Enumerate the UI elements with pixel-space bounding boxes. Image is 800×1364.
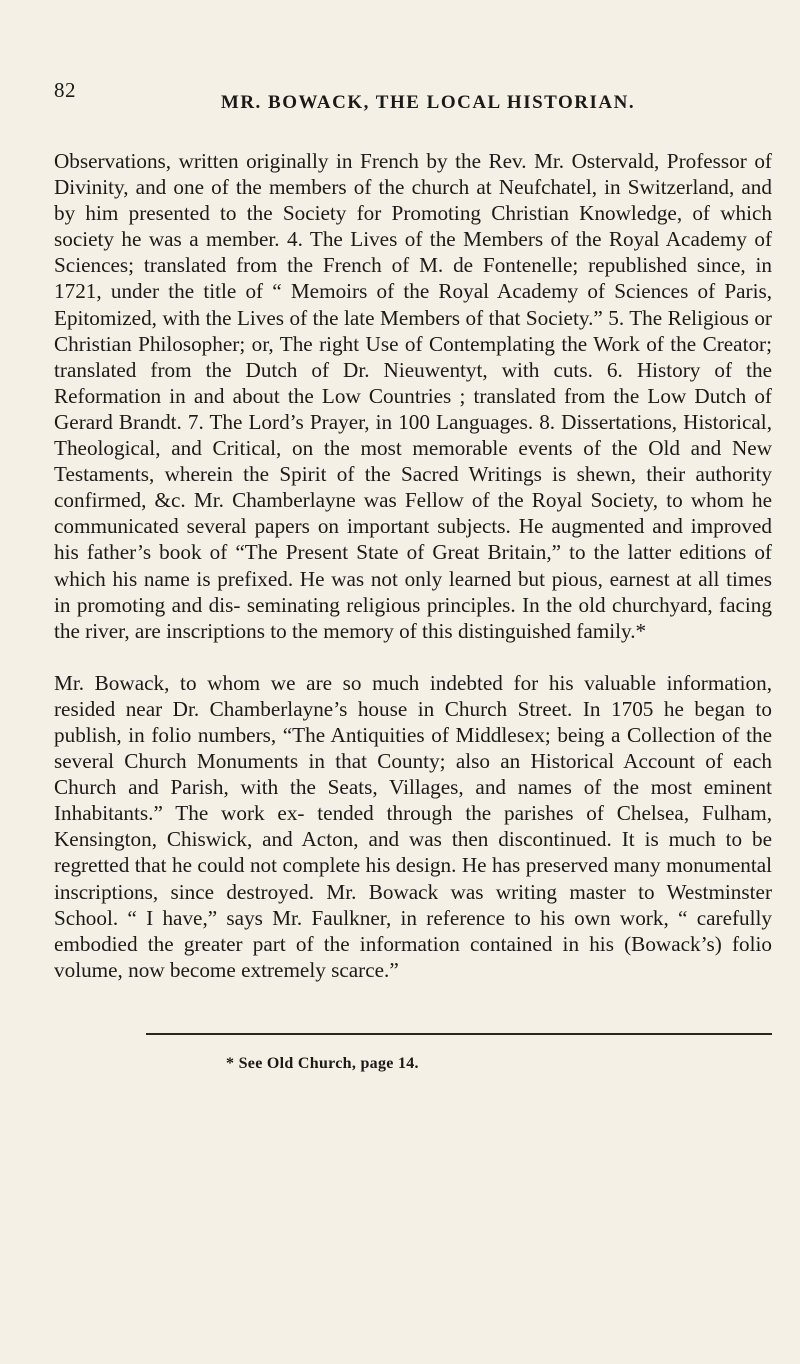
- book-page: [54, 78, 772, 1073]
- paragraph-1: Observations, written originally in French by the Rev. Mr. Ostervald, Professor of Divinity, and one of the members of the church at Neufchatel, in Switzerland, and by him presented to the Society for Promoting Christian Knowledge, of which society he was a member. 4. The Lives of the Members of the Royal Academy of Sciences; translated from the French of M. de Fontenelle; republished since, in 1721, under the title of “ Memoirs of the Royal Academy of Sciences of Paris, Epitomized, with the Lives of the late Members of that Society.” 5. The Religious or Christian Philosopher; or, The right Use of Contemplating the Work of the Creator; translated from the Dutch of Dr. Nieuwentyt, with cuts. 6. History of the Reformation in and about the Low Countries ; translated from the Low Dutch of Gerard Brandt. 7. The Lord’s Prayer, in 100 Languages. 8. Dissertations, Historical, Theological, and Critical, on the most memorable events of the Old and New Testaments, wherein the Spirit of the Sacred Writings is shewn, their authority confirmed, &c. Mr. Chamberlayne was Fellow of the Royal Society, to whom he communicated several papers on important subjects. He augmented and improved his father’s book of “The Present State of Great Britain,” to the latter editions of which his name is prefixed. He was not only learned but pious, earnest at all times in promoting and dis- seminating religious principles. In the old churchyard, facing the river, are inscriptions to the memory of this distinguished family.*: [54, 149, 772, 643]
- page-header: [54, 78, 772, 120]
- footnote-divider: [146, 1033, 772, 1035]
- footnote: * See Old Church, page 14.: [226, 1054, 419, 1072]
- paragraph-2: Mr. Bowack, to whom we are so much indebted for his valuable information, resided near Dr. Chamberlayne’s house in Church Street. In 1705 he began to publish, in folio numbers, “The Antiquities of Middlesex; being a Collection of the several Church Monuments in that County; also an Historical Account of each Church and Parish, with the Seats, Villages, and names of the most eminent Inhabitants.” The work ex- tended through the parishes of Chelsea, Fulham, Kensington, Chiswick, and Acton, and was then discontinued. It is much to be regretted that he could not complete his design. He has preserved many monumental inscriptions, since destroyed. Mr. Bowack was writing master to Westminster School. “ I have,” says Mr. Faulkner, in reference to his own work, “ carefully embodied the greater part of the information contained in his (Bowack’s) folio volume, now become extremely scarce.”: [54, 670, 772, 982]
- page-number: 82: [54, 78, 76, 102]
- body-text: [54, 148, 772, 983]
- running-head: MR. BOWACK, THE LOCAL HISTORIAN.: [220, 92, 636, 113]
